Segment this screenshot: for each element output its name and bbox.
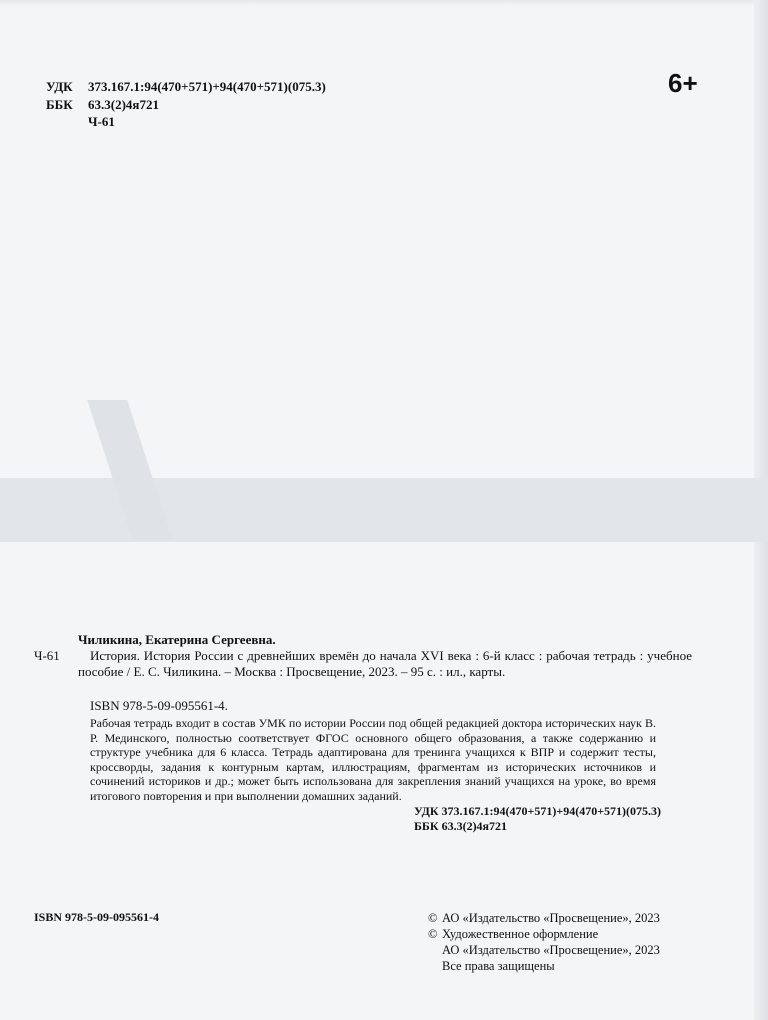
udk-label: УДК [46,79,73,94]
udk-value: 373.167.1:94(470+571)+94(470+571)(075.3) [88,79,326,94]
rights-reserved: Все права защищены [442,959,555,973]
page-right-edge [754,0,768,1020]
copyright-symbol-2: © [428,927,438,941]
annotation-paragraph: Рабочая тетрадь входит в состав УМК по истории России под общей редакцией доктора исторических наук В. Р. Мединского, полностью соответствует ФГОС основного общего образования, а также содержанию и структуре учебника для 6 класса. Тетрадь адаптирована для тренинга учащихся к ВПР и содержит тесты, кроссворды, задания к контурным картам, иллюстрациям, фрагментам из исторических источников и сочинений историков и др.; может быть использована для закрепления знаний учащихся на уроке, во время итогового повторения и при выполнении домашних заданий. [90,716,656,803]
copyright-design: Художественное оформление [442,927,599,941]
catalog-author: Чиликина, Екатерина Сергеевна. [78,632,276,647]
copyright-symbol-1: © [428,911,438,925]
catalog-description: История. История России с древнейших времён до начала XVI века : 6-й класс : рабочая тетрадь : учебное пособие / Е. С. Чиликина. – Москва : Просвещение, 2023. – 95 с. : ил., карты. [78,648,692,679]
bottom-bbk: ББК 63.3(2)4я721 [414,819,508,833]
footer-isbn: ISBN 978-5-09-095561-4 [34,910,159,924]
bottom-classification-block [414,804,661,834]
copyright-publisher: АО «Издательство «Просвещение», 2023 [442,911,660,925]
bbk-value: 63.3(2)4я721 [88,96,159,112]
ghost-pen-shape [87,400,172,540]
bottom-udk: УДК 373.167.1:94(470+571)+94(470+571)(075.3) [414,804,662,818]
page-top-edge [0,0,768,6]
ghost-band [0,478,768,542]
bbk-label: ББК [46,96,73,112]
copyright-block [428,910,660,974]
catalog-isbn: ISBN 978-5-09-095561-4. [90,698,228,713]
age-rating: 6+ [668,68,698,98]
catalog-code: Ч-61 [34,648,60,663]
copyright-design-owner: АО «Издательство «Просвещение», 2023 [442,943,660,957]
author-code: Ч-61 [88,114,115,129]
top-classification-block [46,78,326,131]
